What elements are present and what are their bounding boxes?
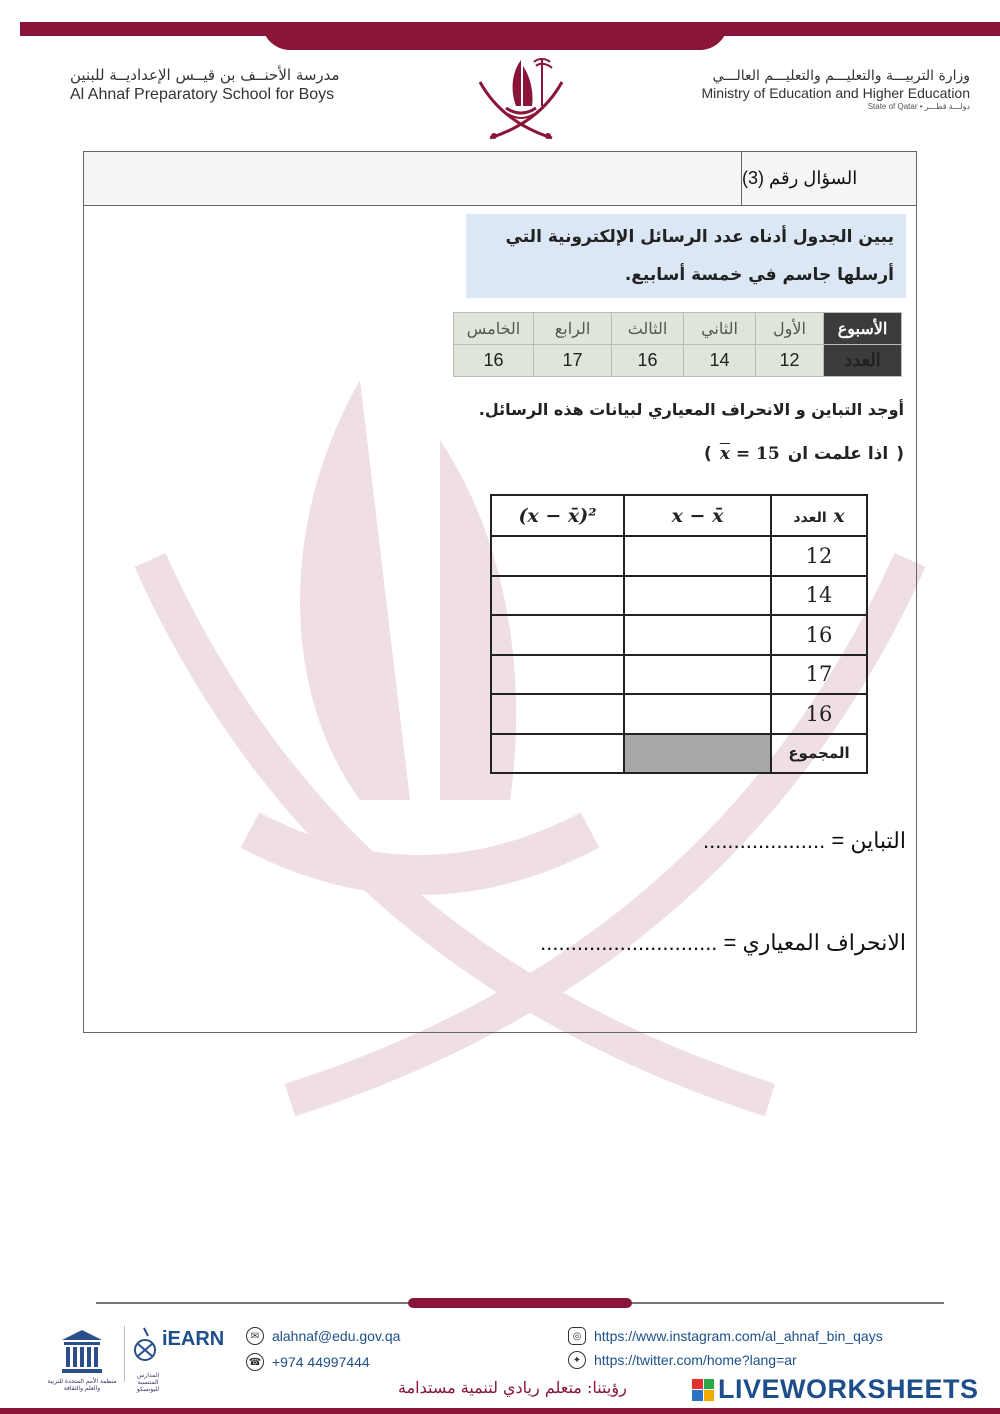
unesco-logo-icon: [46, 1326, 118, 1386]
week-cell: الثالث: [612, 313, 684, 345]
task-text: أوجد التباين و الانحراف المعياري لبيانات هذه الرسائل.: [478, 400, 904, 419]
ministry-name: [670, 68, 970, 111]
question-header: [84, 152, 916, 206]
email-link[interactable]: alahnaf@edu.gov.qa: [272, 1328, 401, 1344]
liveworksheets-icon: [692, 1379, 714, 1401]
aspnet-caption: المدارس المنتسبة لليونسكو: [136, 1372, 160, 1393]
email-icon: ✉: [246, 1327, 264, 1345]
deviation-input[interactable]: [624, 615, 771, 655]
count-cell: 12: [756, 345, 824, 377]
col-count-symbol: x: [833, 504, 845, 527]
given-close: ): [896, 444, 904, 464]
instagram-contact: [568, 1327, 883, 1345]
squared-deviation-input[interactable]: [491, 576, 624, 616]
intro-line-1: يبين الجدول أدناه عدد الرسائل الإلكترونية التي: [505, 227, 894, 247]
given-text: اذا علمت ان: [787, 444, 889, 464]
calculation-table: [490, 494, 868, 774]
aspnet-logo-icon: [130, 1324, 160, 1372]
header-tab: [262, 22, 728, 50]
question-box: [83, 151, 917, 1033]
vision-statement: رؤيتنا: متعلم ريادي لتنمية مستدامة: [398, 1378, 627, 1397]
question-intro: [466, 214, 906, 298]
col-count-header: [771, 495, 867, 536]
calc-row: [491, 536, 867, 576]
instagram-icon: ◎: [568, 1327, 586, 1345]
ministry-name-en: Ministry of Education and Higher Education: [701, 85, 970, 101]
phone-icon: ☎: [246, 1353, 264, 1371]
count-cell: 17: [534, 345, 612, 377]
counts-row: [454, 345, 902, 377]
squared-deviation-input[interactable]: [491, 536, 624, 576]
weeks-row: [454, 313, 902, 345]
twitter-contact: [568, 1351, 797, 1369]
std-label: الانحراف المعياري =: [723, 930, 906, 955]
week-cell: الخامس: [454, 313, 534, 345]
calc-row: [491, 694, 867, 734]
calc-header-row: [491, 495, 867, 536]
unesco-caption: منظمة الأمم المتحدة للتربية والعلم والثقافة: [47, 1378, 117, 1392]
ministry-name-ar: وزارة التربيـــة والتعليـــم والتعليـــم العالـــي: [712, 68, 970, 84]
week-cell: الأول: [756, 313, 824, 345]
std-answer: [540, 930, 906, 956]
mean-value: 15: [756, 444, 780, 464]
school-name-en: Al Ahnaf Preparatory School for Boys: [70, 86, 335, 103]
twitter-link[interactable]: https://twitter.com/home?lang=ar: [594, 1352, 797, 1368]
squared-deviation-input[interactable]: [491, 615, 624, 655]
count-cell: 16: [454, 345, 534, 377]
col-deviation-header: x − x̄: [624, 495, 771, 536]
school-name: [70, 66, 390, 104]
week-cell: الثاني: [684, 313, 756, 345]
given-open: (: [704, 444, 712, 464]
weeks-table: [453, 312, 902, 377]
count-value: 16: [771, 694, 867, 734]
footer-pill: [408, 1298, 632, 1308]
col-count-label: العدد: [793, 509, 827, 526]
iearn-logo: iEARN: [162, 1328, 225, 1350]
week-cell: الرابع: [534, 313, 612, 345]
deviation-input[interactable]: [624, 655, 771, 695]
phone-number[interactable]: +974 44997444: [272, 1354, 370, 1370]
state-label: State of Qatar • دولـــة قطـــر: [867, 102, 970, 111]
deviation-input[interactable]: [624, 576, 771, 616]
count-value: 16: [771, 615, 867, 655]
instagram-link[interactable]: https://www.instagram.com/al_ahnaf_bin_qays: [594, 1328, 883, 1344]
footer-band: [0, 1408, 1000, 1414]
mean-symbol: $\overline{x} = 15$: [719, 444, 780, 464]
deviation-total-disabled: [624, 734, 771, 774]
col-squared-deviation-header: (x − x̄)²: [491, 495, 624, 536]
qatar-emblem-icon: [472, 52, 570, 144]
footer-logo-divider: [124, 1326, 125, 1382]
deviation-input[interactable]: [624, 536, 771, 576]
question-number: السؤال رقم (3): [741, 152, 916, 205]
phone-contact: [246, 1353, 370, 1371]
count-value: 12: [771, 536, 867, 576]
intro-line-2: أرسلها جاسم في خمسة أسابيع.: [624, 265, 894, 285]
variance-input[interactable]: ....................: [702, 828, 826, 853]
liveworksheets-brand[interactable]: [692, 1374, 979, 1405]
total-label: المجموع: [771, 734, 867, 774]
counts-row-label: العدد: [824, 345, 902, 377]
count-value: 17: [771, 655, 867, 695]
calc-row: [491, 576, 867, 616]
deviation-input[interactable]: [624, 694, 771, 734]
count-value: 14: [771, 576, 867, 616]
liveworksheets-label: LIVEWORKSHEETS: [718, 1374, 979, 1404]
squared-deviation-input[interactable]: [491, 694, 624, 734]
squared-deviation-input[interactable]: [491, 655, 624, 695]
calc-row: [491, 615, 867, 655]
email-contact: [246, 1327, 400, 1345]
weeks-row-label: الأسبوع: [824, 313, 902, 345]
calc-total-row: [491, 734, 867, 774]
calc-row: [491, 655, 867, 695]
variance-answer: [703, 828, 906, 854]
given-mean: [704, 444, 904, 464]
count-cell: 14: [684, 345, 756, 377]
count-cell: 16: [612, 345, 684, 377]
twitter-icon: ✦: [568, 1351, 586, 1369]
std-input[interactable]: .............................: [540, 930, 718, 955]
school-name-ar: مدرسة الأحنــف بن قيــس الإعداديــة للبنين: [70, 66, 340, 84]
squared-deviation-total-input[interactable]: [491, 734, 624, 774]
variance-label: التباين =: [831, 828, 906, 853]
